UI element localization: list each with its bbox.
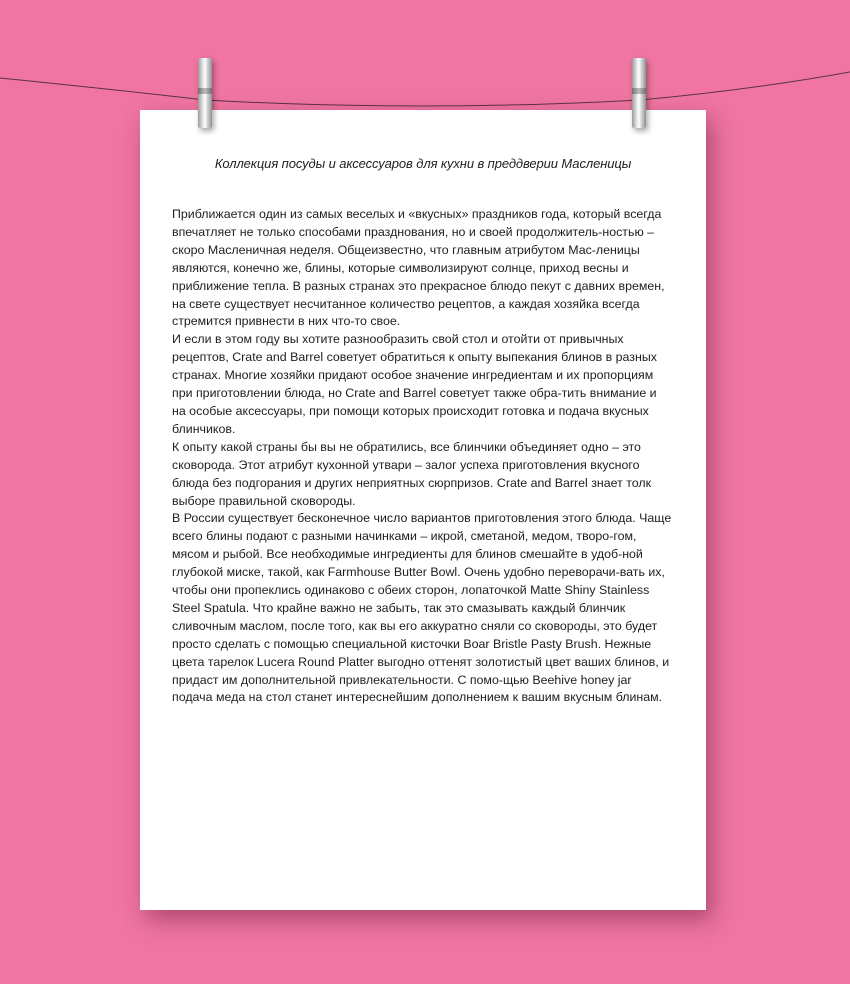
paragraph-3: К опыту какой страны бы вы не обратились, все блинчики объединяет одно – это сковорода. Этот атрибут кухонной утвари – залог успеха приготовления вкусного блюда без подгорания и других неприятных сюрпризов. Crate and Barrel знает толк выборе правильной сковороды.: [172, 439, 652, 508]
paragraph-2: И если в этом году вы хотите разнообразить свой стол и отойти от привычных рецептов, Crate and Barrel советует обратиться к опыту выпекания блинов в разных странах. Многие хозяйки придают особое значение ингредиентам и их пропорциям при приготовлении блюда, но Crate and Barrel советует также обра-тить внимание и на особые аксессуары, при помощи которых происходит готовка и подача вкусных блинчиков.: [172, 332, 657, 436]
clothespin-left-icon: [198, 58, 212, 128]
document-title: Коллекция посуды и аксессуаров для кухни в преддверии Масленицы: [214, 156, 632, 171]
clothespin-right-icon: [632, 58, 646, 128]
paper-sheet: [140, 110, 706, 910]
paragraph-4: В России существует бесконечное число вариантов приготовления этого блюда. Чаще всего блины подают с разными начинками – икрой, сметаной, медом, творо-гом, мясом и рыбой. Все необходимые ингредиенты для блинов смешайте в удоб-ной глубокой миске, такой, как Farmhouse Butter Bowl. Очень удобно переворачи-вать их, чтобы они пропеклись одинаково с обеих сторон, лопаточкой Matte Shiny Stainless Steel Spatula. Что крайне важно не забыть, так это смазывать каждый блинчик сливочным маслом, после того, как вы его аккуратно сняли со сковороды, это будет просто сделать с помощью специальной кисточки Boar Bristle Pasty Brush. Нежные цвета тарелок Lucera Round Platter выгодно оттенят золотистый цвет ваших блинов, и придаст им дополнительной привлекательности. С помо-щью Beehive honey jar подача меда на стол станет интереснейшим дополнением к вашим вкусным блинам.: [172, 511, 672, 705]
paragraph-1: Приближается один из самых веселых и «вкусных» праздников года, который всегда впечатляет не только способами празднования, но и своей продолжитель-ностью – скоро Масленичная неделя. Общеизвестно, что главным атрибутом Мас-леницы являются, конечно же, блины, которые символизируют солнце, приход весны и приближение тепла. В разных странах это прекрасное блюдо пекут с давних времен, на свете существует несчитанное количество рецептов, а каждая хозяйка всегда стремится привнести в них что-то свое.: [172, 207, 665, 329]
document-body: [172, 206, 672, 707]
